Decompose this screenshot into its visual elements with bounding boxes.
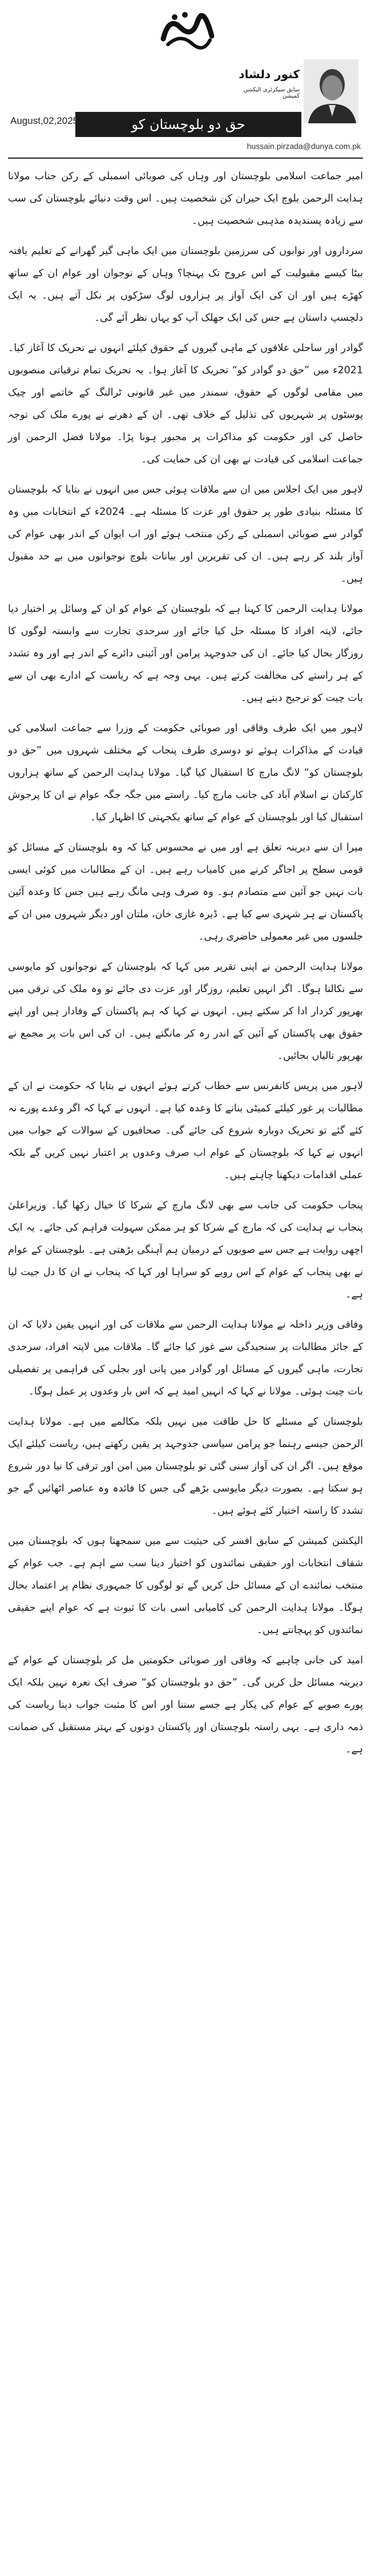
author-portrait-icon <box>304 59 358 123</box>
author-subtitle: سابق سیکرٹری الیکشن کمیشن <box>243 87 300 99</box>
article-paragraph: لاہور میں ایک اجلاس میں ان سے ملاقات ہوئی جس میں انہوں نے بتایا کہ بلوچستان کا مسئلہ بنیادی طور پر حقوق اور عزت کا مسئلہ ہے۔ 2024ء کے انتخابات میں وہ گوادر سے صوبائی اسمبلی کے رکن منتخب ہوئے اور اب ایوان کے اندر بھی عوام کی آواز بلند کر رہے ہیں۔ ان کی تقریریں اور بیانات بلوچ نوجوانوں میں بے حد مقبول ہیں۔ <box>8 484 363 584</box>
article-paragraph: امید کی جانی چاہیے کہ وفاقی اور صوبائی حکومتیں مل کر بلوچستان کے عوام کے دیرینہ مسائل حل کریں گی۔ ”حق دو بلوچستان کو“ صرف ایک نعرہ نہیں بلکہ ایک پورے صوبے کے عوام کی پکار ہے جسے سننا اور اس کا مثبت جواب دینا ریاست کی ذمہ داری ہے۔ یہی راستہ بلوچستان اور پاکستان دونوں کے بہتر مستقبل کی ضمانت ہے۔ <box>8 1655 363 1755</box>
article-paragraph: لاہور میں ایک طرف وفاقی اور صوبائی حکومت کے وزرا سے جماعت اسلامی کی قیادت کے مذاکرات ہوئے تو دوسری طرف پنجاب کے مختلف شہروں میں ”حق دو بلوچستان کو“ لانگ مارچ کا استقبال کیا گیا۔ مولانا ہدایت الرحمن کے ساتھ ہزاروں کارکنان نے اسلام آباد کی جانب مارچ کیا۔ راستے میں جگہ جگہ عوام نے ان کا پرجوش استقبال کیا اور بلوچستان کے عوام کے ساتھ یکجہتی کا اظہار کیا۔ <box>8 723 363 823</box>
article-paragraph: مولانا ہدایت الرحمن کا کہنا ہے کہ بلوچستان کے عوام کو ان کے وسائل پر اختیار دیا جائے، لاپتہ افراد کا مسئلہ حل کیا جائے اور سرحدی تجارت سے وابستہ لوگوں کا روزگار بحال کیا جائے۔ ان کی جدوجہد پرامن اور آئینی دائرے کے اندر ہے اور وہ تشدد کے ہر راستے کی مخالفت کرتے ہیں۔ یہی وجہ ہے کہ ریاست کے ادارے بھی ان سے بات چیت کو ترجیح دیتے ہیں۔ <box>8 603 363 704</box>
article-paragraph: گوادر اور ساحلی علاقوں کے ماہی گیروں کے حقوق کیلئے انہوں نے تحریک کا آغاز کیا۔ 2021ء میں ”حق دو گوادر کو“ تحریک کا آغاز ہوا۔ یہ تحریک تمام ترقیاتی منصوبوں میں مقامی لوگوں کے حقوق، سمندر میں غیر قانونی ٹرالنگ کے خاتمے اور چیک پوسٹوں پر شہریوں کی تذلیل کے خلاف تھی۔ ان کے دھرنے نے پورے ملک کی توجہ حاصل کی اور حکومت کو مذاکرات پر مجبور ہونا پڑا۔ مولانا فضل الرحمن اور جماعت اسلامی کی قیادت نے بھی ان کی حمایت کی۔ <box>8 342 363 465</box>
column-masthead <box>0 0 371 171</box>
column-title: حق دو بلوچستان کو <box>75 112 301 137</box>
article-paragraph: پنجاب حکومت کی جانب سے بھی لانگ مارچ کے شرکا کا خیال رکھا گیا۔ وزیراعلیٰ پنجاب نے ہدایت کی کہ مارچ کے شرکا کو ہر ممکن سہولت فراہم کی جائے۔ یہ ایک اچھی روایت ہے جس سے صوبوں کے درمیان ہم آہنگی بڑھتی ہے۔ بلوچستان کے عوام نے بھی پنجاب کے عوام کے اس رویے کو سراہا اور کہا کہ پنجاب نے ان کا دل جیت لیا ہے۔ <box>8 1200 363 1300</box>
author-photo <box>304 59 358 123</box>
dunya-logo-icon <box>158 5 217 54</box>
publish-date: August,02,2025 <box>10 115 79 126</box>
article-paragraph: مولانا ہدایت الرحمن نے اپنی تقریر میں کہا کہ بلوچستان کے نوجوانوں کو مایوسی سے نکالنا ہوگا۔ اگر انہیں تعلیم، روزگار اور عزت دی جائے تو وہ ملک کی ترقی میں بھرپور کردار ادا کر سکتے ہیں۔ انہوں نے کہا کہ ہم پاکستان کے وفادار ہیں اور اپنے حقوق بھی پاکستان کے آئین کے اندر رہ کر مانگتے ہیں۔ ان کی اس بات پر مجمع نے بھرپور تالیاں بجائیں۔ <box>8 961 363 1062</box>
author-name: کنور دلشاد <box>239 67 300 81</box>
article-paragraph: امیر جماعت اسلامی بلوچستان اور وہاں کی صوبائی اسمبلی کے رکن جناب مولانا ہدایت الرحمن بلوچ ایک حیران کن شخصیت ہیں۔ اس وقت دنیائے بلوچستان کی سب سے زیادہ پسندیدہ مذہبی شخصیت ہیں۔ <box>8 171 363 227</box>
article-paragraph: سرداروں اور نوابوں کی سرزمین بلوچستان میں ایک ماہی گیر گھرانے کے تعلیم یافتہ بیٹا کیسے مقبولیت کے اس عروج تک پہنچا؟ وہاں کے نوجوان اور عوام ان کے ساتھ کھڑے ہیں اور ان کی ایک آواز پر ہزاروں لوگ سڑکوں پر نکل آتے ہیں۔ یہ ایک دلچسپ داستان ہے جس کی ایک جھلک آپ کو یہاں نظر آئے گی۔ <box>8 245 363 324</box>
author-email[interactable]: hussain.pirzada@dunya.com.pk <box>247 142 361 151</box>
article-paragraph: لاہور میں پریس کانفرنس سے خطاب کرتے ہوئے انہوں نے بتایا کہ حکومت نے ان کے مطالبات پر غور کیلئے کمیٹی بنانے کا وعدہ کیا ہے۔ انہوں نے کہا کہ اگر وعدے پورے نہ کئے گئے تو تحریک دوبارہ شروع کی جائے گی۔ صحافیوں کے سوالات کے جواب میں انہوں نے کہا کہ بلوچستان کے عوام اب صرف وعدوں پر اعتبار نہیں کریں گے بلکہ عملی اقدامات دیکھنا چاہتے ہیں۔ <box>8 1081 363 1181</box>
newspaper-logo <box>158 5 217 54</box>
article-paragraph: وفاقی وزیر داخلہ نے مولانا ہدایت الرحمن سے ملاقات کی اور انہیں یقین دلایا کہ ان کے جائز مطالبات پر سنجیدگی سے غور کیا جائے گا۔ ملاقات میں لاپتہ افراد، سرحدی تجارت، ماہی گیروں کے مسائل اور گوادر میں پانی اور بجلی کی فراہمی پر تفصیلی بات چیت ہوئی۔ مولانا نے کہا کہ انہیں امید ہے کہ اس بار وعدوں پر عمل ہوگا۔ <box>8 1319 363 1397</box>
header-divider <box>8 158 363 159</box>
article-paragraph: الیکشن کمیشن کے سابق افسر کی حیثیت سے میں سمجھتا ہوں کہ بلوچستان میں شفاف انتخابات اور حقیقی نمائندوں کو اختیار دینا سب سے اہم ہے۔ جب عوام کے منتخب نمائندے ان کے مسائل حل کریں گے تو لوگوں کا جمہوری نظام پر اعتماد بحال ہوگا۔ مولانا ہدایت الرحمن کی کامیابی اسی بات کا ثبوت ہے کہ عوام اپنے حقیقی نمائندوں کو پہچانتے ہیں۔ <box>8 1535 363 1636</box>
article-paragraph: بلوچستان کے مسئلے کا حل طاقت میں نہیں بلکہ مکالمے میں ہے۔ مولانا ہدایت الرحمن جیسے رہنما جو پرامن سیاسی جدوجہد پر یقین رکھتے ہیں، ریاست کیلئے ایک موقع ہیں۔ اگر ان کی آواز سنی گئی تو بلوچستان میں امن اور ترقی کا نیا دور شروع ہو سکتا ہے۔ بصورت دیگر مایوسی بڑھے گی جس کا فائدہ وہ عناصر اٹھائیں گے جو تشدد کا راستہ اختیار کئے ہوئے ہیں۔ <box>8 1416 363 1517</box>
article-paragraph: میرا ان سے دیرینہ تعلق ہے اور میں نے محسوس کیا کہ وہ بلوچستان کے مسائل کو قومی سطح پر اجاگر کرنے میں کامیاب رہے ہیں۔ ان کے مطالبات میں کوئی ایسی بات نہیں جو آئین سے متصادم ہو۔ وہ صرف وہی مانگ رہے ہیں جس کا وعدہ آئین پاکستان نے ہر شہری سے کیا ہے۔ ڈیرہ غازی خان، ملتان اور دیگر شہروں میں ان کے جلسوں میں غیر معمولی حاضری رہی۔ <box>8 842 363 942</box>
article-body <box>8 166 363 1769</box>
